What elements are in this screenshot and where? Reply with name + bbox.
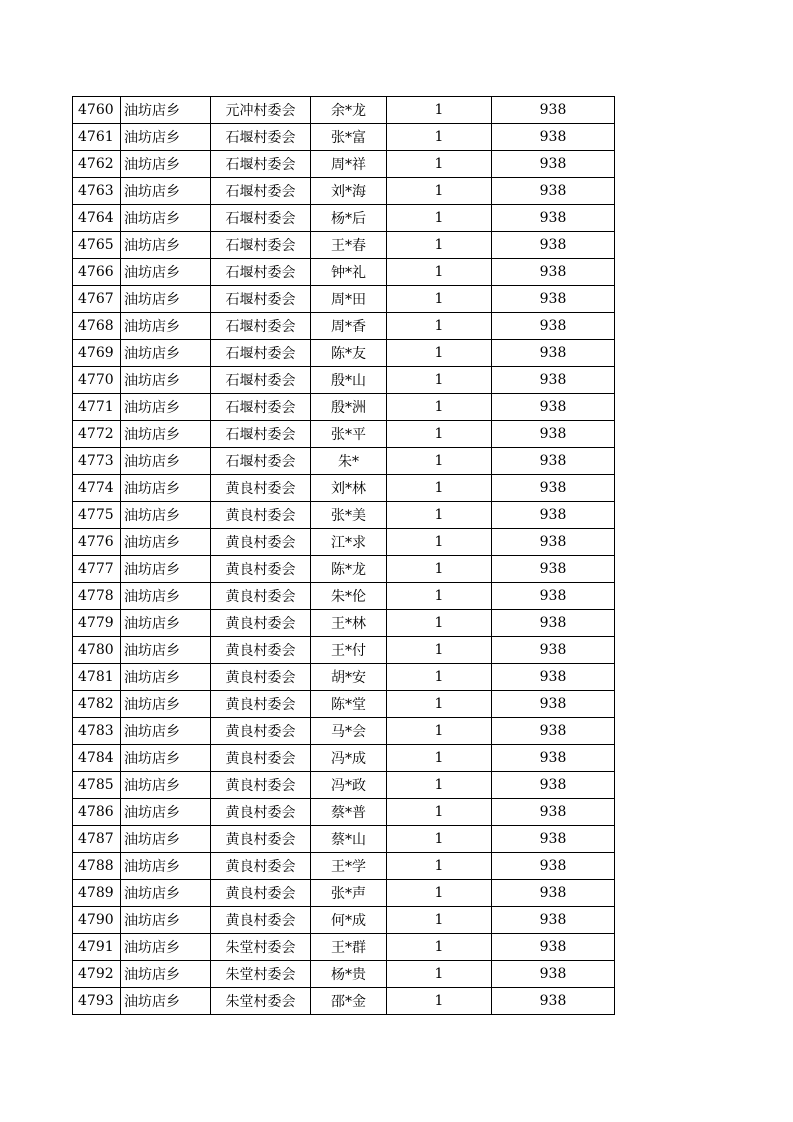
village-committee-cell: 黄良村委会 (211, 664, 311, 691)
township-cell: 油坊店乡 (121, 475, 211, 502)
recipient-name-cell: 周*田 (311, 286, 387, 313)
amount-cell: 938 (492, 97, 615, 124)
count-cell: 1 (387, 745, 492, 772)
count-cell: 1 (387, 205, 492, 232)
count-cell: 1 (387, 880, 492, 907)
township-cell: 油坊店乡 (121, 97, 211, 124)
township-cell: 油坊店乡 (121, 259, 211, 286)
village-committee-cell: 石堰村委会 (211, 124, 311, 151)
village-committee-cell: 石堰村委会 (211, 178, 311, 205)
amount-cell: 938 (492, 367, 615, 394)
count-cell: 1 (387, 340, 492, 367)
recipient-name-cell: 王*林 (311, 610, 387, 637)
amount-cell: 938 (492, 340, 615, 367)
recipient-name-cell: 王*付 (311, 637, 387, 664)
amount-cell: 938 (492, 934, 615, 961)
count-cell: 1 (387, 448, 492, 475)
table-row (73, 934, 615, 961)
row-number-cell: 4783 (73, 718, 121, 745)
village-committee-cell: 朱堂村委会 (211, 961, 311, 988)
township-cell: 油坊店乡 (121, 583, 211, 610)
table-row (73, 853, 615, 880)
township-cell: 油坊店乡 (121, 961, 211, 988)
recipient-name-cell: 张*平 (311, 421, 387, 448)
township-cell: 油坊店乡 (121, 232, 211, 259)
recipient-name-cell: 蔡*山 (311, 826, 387, 853)
recipient-name-cell: 胡*安 (311, 664, 387, 691)
township-cell: 油坊店乡 (121, 124, 211, 151)
village-committee-cell: 朱堂村委会 (211, 988, 311, 1015)
amount-cell: 938 (492, 637, 615, 664)
recipient-name-cell: 张*美 (311, 502, 387, 529)
table-row (73, 259, 615, 286)
township-cell: 油坊店乡 (121, 772, 211, 799)
row-number-cell: 4780 (73, 637, 121, 664)
row-number-cell: 4785 (73, 772, 121, 799)
village-committee-cell: 黄良村委会 (211, 799, 311, 826)
row-number-cell: 4767 (73, 286, 121, 313)
row-number-cell: 4788 (73, 853, 121, 880)
recipient-name-cell: 陈*龙 (311, 556, 387, 583)
township-cell: 油坊店乡 (121, 799, 211, 826)
table-row (73, 907, 615, 934)
count-cell: 1 (387, 691, 492, 718)
township-cell: 油坊店乡 (121, 664, 211, 691)
amount-cell: 938 (492, 988, 615, 1015)
township-cell: 油坊店乡 (121, 502, 211, 529)
amount-cell: 938 (492, 745, 615, 772)
table-row (73, 637, 615, 664)
township-cell: 油坊店乡 (121, 178, 211, 205)
township-cell: 油坊店乡 (121, 529, 211, 556)
amount-cell: 938 (492, 610, 615, 637)
row-number-cell: 4770 (73, 367, 121, 394)
village-committee-cell: 石堰村委会 (211, 313, 311, 340)
row-number-cell: 4786 (73, 799, 121, 826)
row-number-cell: 4790 (73, 907, 121, 934)
count-cell: 1 (387, 475, 492, 502)
amount-cell: 938 (492, 664, 615, 691)
roster-table (72, 96, 615, 1015)
village-committee-cell: 黄良村委会 (211, 880, 311, 907)
recipient-name-cell: 张*富 (311, 124, 387, 151)
amount-cell: 938 (492, 907, 615, 934)
row-number-cell: 4761 (73, 124, 121, 151)
table-row (73, 718, 615, 745)
table-row (73, 826, 615, 853)
count-cell: 1 (387, 799, 492, 826)
recipient-name-cell: 张*声 (311, 880, 387, 907)
village-committee-cell: 石堰村委会 (211, 367, 311, 394)
count-cell: 1 (387, 718, 492, 745)
row-number-cell: 4777 (73, 556, 121, 583)
count-cell: 1 (387, 853, 492, 880)
table-row (73, 664, 615, 691)
village-committee-cell: 黄良村委会 (211, 826, 311, 853)
village-committee-cell: 石堰村委会 (211, 421, 311, 448)
count-cell: 1 (387, 502, 492, 529)
table-row (73, 961, 615, 988)
amount-cell: 938 (492, 259, 615, 286)
township-cell: 油坊店乡 (121, 394, 211, 421)
amount-cell: 938 (492, 286, 615, 313)
amount-cell: 938 (492, 448, 615, 475)
row-number-cell: 4775 (73, 502, 121, 529)
township-cell: 油坊店乡 (121, 313, 211, 340)
count-cell: 1 (387, 232, 492, 259)
row-number-cell: 4774 (73, 475, 121, 502)
table-row (73, 610, 615, 637)
village-committee-cell: 黄良村委会 (211, 745, 311, 772)
count-cell: 1 (387, 421, 492, 448)
table-row (73, 151, 615, 178)
village-committee-cell: 黄良村委会 (211, 583, 311, 610)
table-row (73, 448, 615, 475)
amount-cell: 938 (492, 556, 615, 583)
recipient-name-cell: 周*祥 (311, 151, 387, 178)
township-cell: 油坊店乡 (121, 421, 211, 448)
table-row (73, 394, 615, 421)
count-cell: 1 (387, 934, 492, 961)
table-row (73, 502, 615, 529)
count-cell: 1 (387, 286, 492, 313)
row-number-cell: 4766 (73, 259, 121, 286)
recipient-name-cell: 邵*金 (311, 988, 387, 1015)
count-cell: 1 (387, 313, 492, 340)
village-committee-cell: 黄良村委会 (211, 718, 311, 745)
row-number-cell: 4762 (73, 151, 121, 178)
table-row (73, 421, 615, 448)
recipient-name-cell: 王*春 (311, 232, 387, 259)
table-row (73, 286, 615, 313)
village-committee-cell: 黄良村委会 (211, 772, 311, 799)
township-cell: 油坊店乡 (121, 691, 211, 718)
row-number-cell: 4781 (73, 664, 121, 691)
count-cell: 1 (387, 988, 492, 1015)
count-cell: 1 (387, 529, 492, 556)
row-number-cell: 4793 (73, 988, 121, 1015)
roster-body (73, 97, 615, 1015)
township-cell: 油坊店乡 (121, 151, 211, 178)
amount-cell: 938 (492, 475, 615, 502)
table-row (73, 529, 615, 556)
village-committee-cell: 石堰村委会 (211, 340, 311, 367)
township-cell: 油坊店乡 (121, 340, 211, 367)
recipient-name-cell: 朱* (311, 448, 387, 475)
amount-cell: 938 (492, 583, 615, 610)
township-cell: 油坊店乡 (121, 853, 211, 880)
township-cell: 油坊店乡 (121, 610, 211, 637)
recipient-name-cell: 钟*礼 (311, 259, 387, 286)
table-row (73, 556, 615, 583)
township-cell: 油坊店乡 (121, 718, 211, 745)
amount-cell: 938 (492, 421, 615, 448)
village-committee-cell: 石堰村委会 (211, 448, 311, 475)
table-row (73, 124, 615, 151)
row-number-cell: 4760 (73, 97, 121, 124)
village-committee-cell: 石堰村委会 (211, 232, 311, 259)
township-cell: 油坊店乡 (121, 286, 211, 313)
recipient-name-cell: 刘*林 (311, 475, 387, 502)
row-number-cell: 4765 (73, 232, 121, 259)
table-row (73, 988, 615, 1015)
amount-cell: 938 (492, 826, 615, 853)
recipient-name-cell: 冯*成 (311, 745, 387, 772)
row-number-cell: 4787 (73, 826, 121, 853)
table-row (73, 772, 615, 799)
recipient-name-cell: 刘*海 (311, 178, 387, 205)
table-row (73, 178, 615, 205)
row-number-cell: 4784 (73, 745, 121, 772)
village-committee-cell: 石堰村委会 (211, 151, 311, 178)
count-cell: 1 (387, 259, 492, 286)
township-cell: 油坊店乡 (121, 880, 211, 907)
row-number-cell: 4792 (73, 961, 121, 988)
recipient-name-cell: 殷*山 (311, 367, 387, 394)
table-row (73, 367, 615, 394)
table-row (73, 799, 615, 826)
count-cell: 1 (387, 394, 492, 421)
recipient-name-cell: 陈*友 (311, 340, 387, 367)
count-cell: 1 (387, 367, 492, 394)
count-cell: 1 (387, 556, 492, 583)
table-row (73, 880, 615, 907)
township-cell: 油坊店乡 (121, 988, 211, 1015)
village-committee-cell: 黄良村委会 (211, 502, 311, 529)
row-number-cell: 4776 (73, 529, 121, 556)
count-cell: 1 (387, 637, 492, 664)
amount-cell: 938 (492, 124, 615, 151)
amount-cell: 938 (492, 961, 615, 988)
amount-cell: 938 (492, 799, 615, 826)
recipient-name-cell: 朱*伦 (311, 583, 387, 610)
amount-cell: 938 (492, 772, 615, 799)
village-committee-cell: 黄良村委会 (211, 475, 311, 502)
township-cell: 油坊店乡 (121, 556, 211, 583)
recipient-name-cell: 王*群 (311, 934, 387, 961)
amount-cell: 938 (492, 313, 615, 340)
village-committee-cell: 黄良村委会 (211, 610, 311, 637)
recipient-name-cell: 王*学 (311, 853, 387, 880)
village-committee-cell: 石堰村委会 (211, 286, 311, 313)
count-cell: 1 (387, 583, 492, 610)
amount-cell: 938 (492, 502, 615, 529)
table-row (73, 232, 615, 259)
row-number-cell: 4764 (73, 205, 121, 232)
village-committee-cell: 元冲村委会 (211, 97, 311, 124)
row-number-cell: 4763 (73, 178, 121, 205)
row-number-cell: 4789 (73, 880, 121, 907)
recipient-name-cell: 江*求 (311, 529, 387, 556)
amount-cell: 938 (492, 529, 615, 556)
township-cell: 油坊店乡 (121, 448, 211, 475)
table-row (73, 691, 615, 718)
amount-cell: 938 (492, 394, 615, 421)
row-number-cell: 4791 (73, 934, 121, 961)
table-row (73, 745, 615, 772)
count-cell: 1 (387, 826, 492, 853)
table-row (73, 583, 615, 610)
recipient-name-cell: 杨*后 (311, 205, 387, 232)
village-committee-cell: 黄良村委会 (211, 529, 311, 556)
village-committee-cell: 黄良村委会 (211, 637, 311, 664)
village-committee-cell: 黄良村委会 (211, 556, 311, 583)
village-committee-cell: 石堰村委会 (211, 259, 311, 286)
township-cell: 油坊店乡 (121, 934, 211, 961)
recipient-name-cell: 周*香 (311, 313, 387, 340)
table-row (73, 475, 615, 502)
count-cell: 1 (387, 772, 492, 799)
village-committee-cell: 黄良村委会 (211, 691, 311, 718)
count-cell: 1 (387, 664, 492, 691)
table-row (73, 313, 615, 340)
township-cell: 油坊店乡 (121, 637, 211, 664)
township-cell: 油坊店乡 (121, 826, 211, 853)
amount-cell: 938 (492, 691, 615, 718)
row-number-cell: 4779 (73, 610, 121, 637)
amount-cell: 938 (492, 151, 615, 178)
recipient-name-cell: 杨*贵 (311, 961, 387, 988)
township-cell: 油坊店乡 (121, 745, 211, 772)
recipient-name-cell: 陈*堂 (311, 691, 387, 718)
amount-cell: 938 (492, 232, 615, 259)
count-cell: 1 (387, 124, 492, 151)
count-cell: 1 (387, 961, 492, 988)
count-cell: 1 (387, 610, 492, 637)
recipient-name-cell: 蔡*普 (311, 799, 387, 826)
amount-cell: 938 (492, 718, 615, 745)
row-number-cell: 4769 (73, 340, 121, 367)
recipient-name-cell: 冯*政 (311, 772, 387, 799)
amount-cell: 938 (492, 178, 615, 205)
count-cell: 1 (387, 97, 492, 124)
row-number-cell: 4773 (73, 448, 121, 475)
amount-cell: 938 (492, 880, 615, 907)
table-row (73, 205, 615, 232)
row-number-cell: 4768 (73, 313, 121, 340)
village-committee-cell: 黄良村委会 (211, 853, 311, 880)
village-committee-cell: 黄良村委会 (211, 907, 311, 934)
township-cell: 油坊店乡 (121, 205, 211, 232)
row-number-cell: 4782 (73, 691, 121, 718)
table-row (73, 97, 615, 124)
recipient-name-cell: 余*龙 (311, 97, 387, 124)
township-cell: 油坊店乡 (121, 907, 211, 934)
township-cell: 油坊店乡 (121, 367, 211, 394)
table-row (73, 340, 615, 367)
count-cell: 1 (387, 151, 492, 178)
village-committee-cell: 朱堂村委会 (211, 934, 311, 961)
amount-cell: 938 (492, 853, 615, 880)
amount-cell: 938 (492, 205, 615, 232)
recipient-name-cell: 何*成 (311, 907, 387, 934)
row-number-cell: 4772 (73, 421, 121, 448)
village-committee-cell: 石堰村委会 (211, 205, 311, 232)
village-committee-cell: 石堰村委会 (211, 394, 311, 421)
count-cell: 1 (387, 907, 492, 934)
row-number-cell: 4778 (73, 583, 121, 610)
row-number-cell: 4771 (73, 394, 121, 421)
recipient-name-cell: 殷*洲 (311, 394, 387, 421)
count-cell: 1 (387, 178, 492, 205)
recipient-name-cell: 马*会 (311, 718, 387, 745)
